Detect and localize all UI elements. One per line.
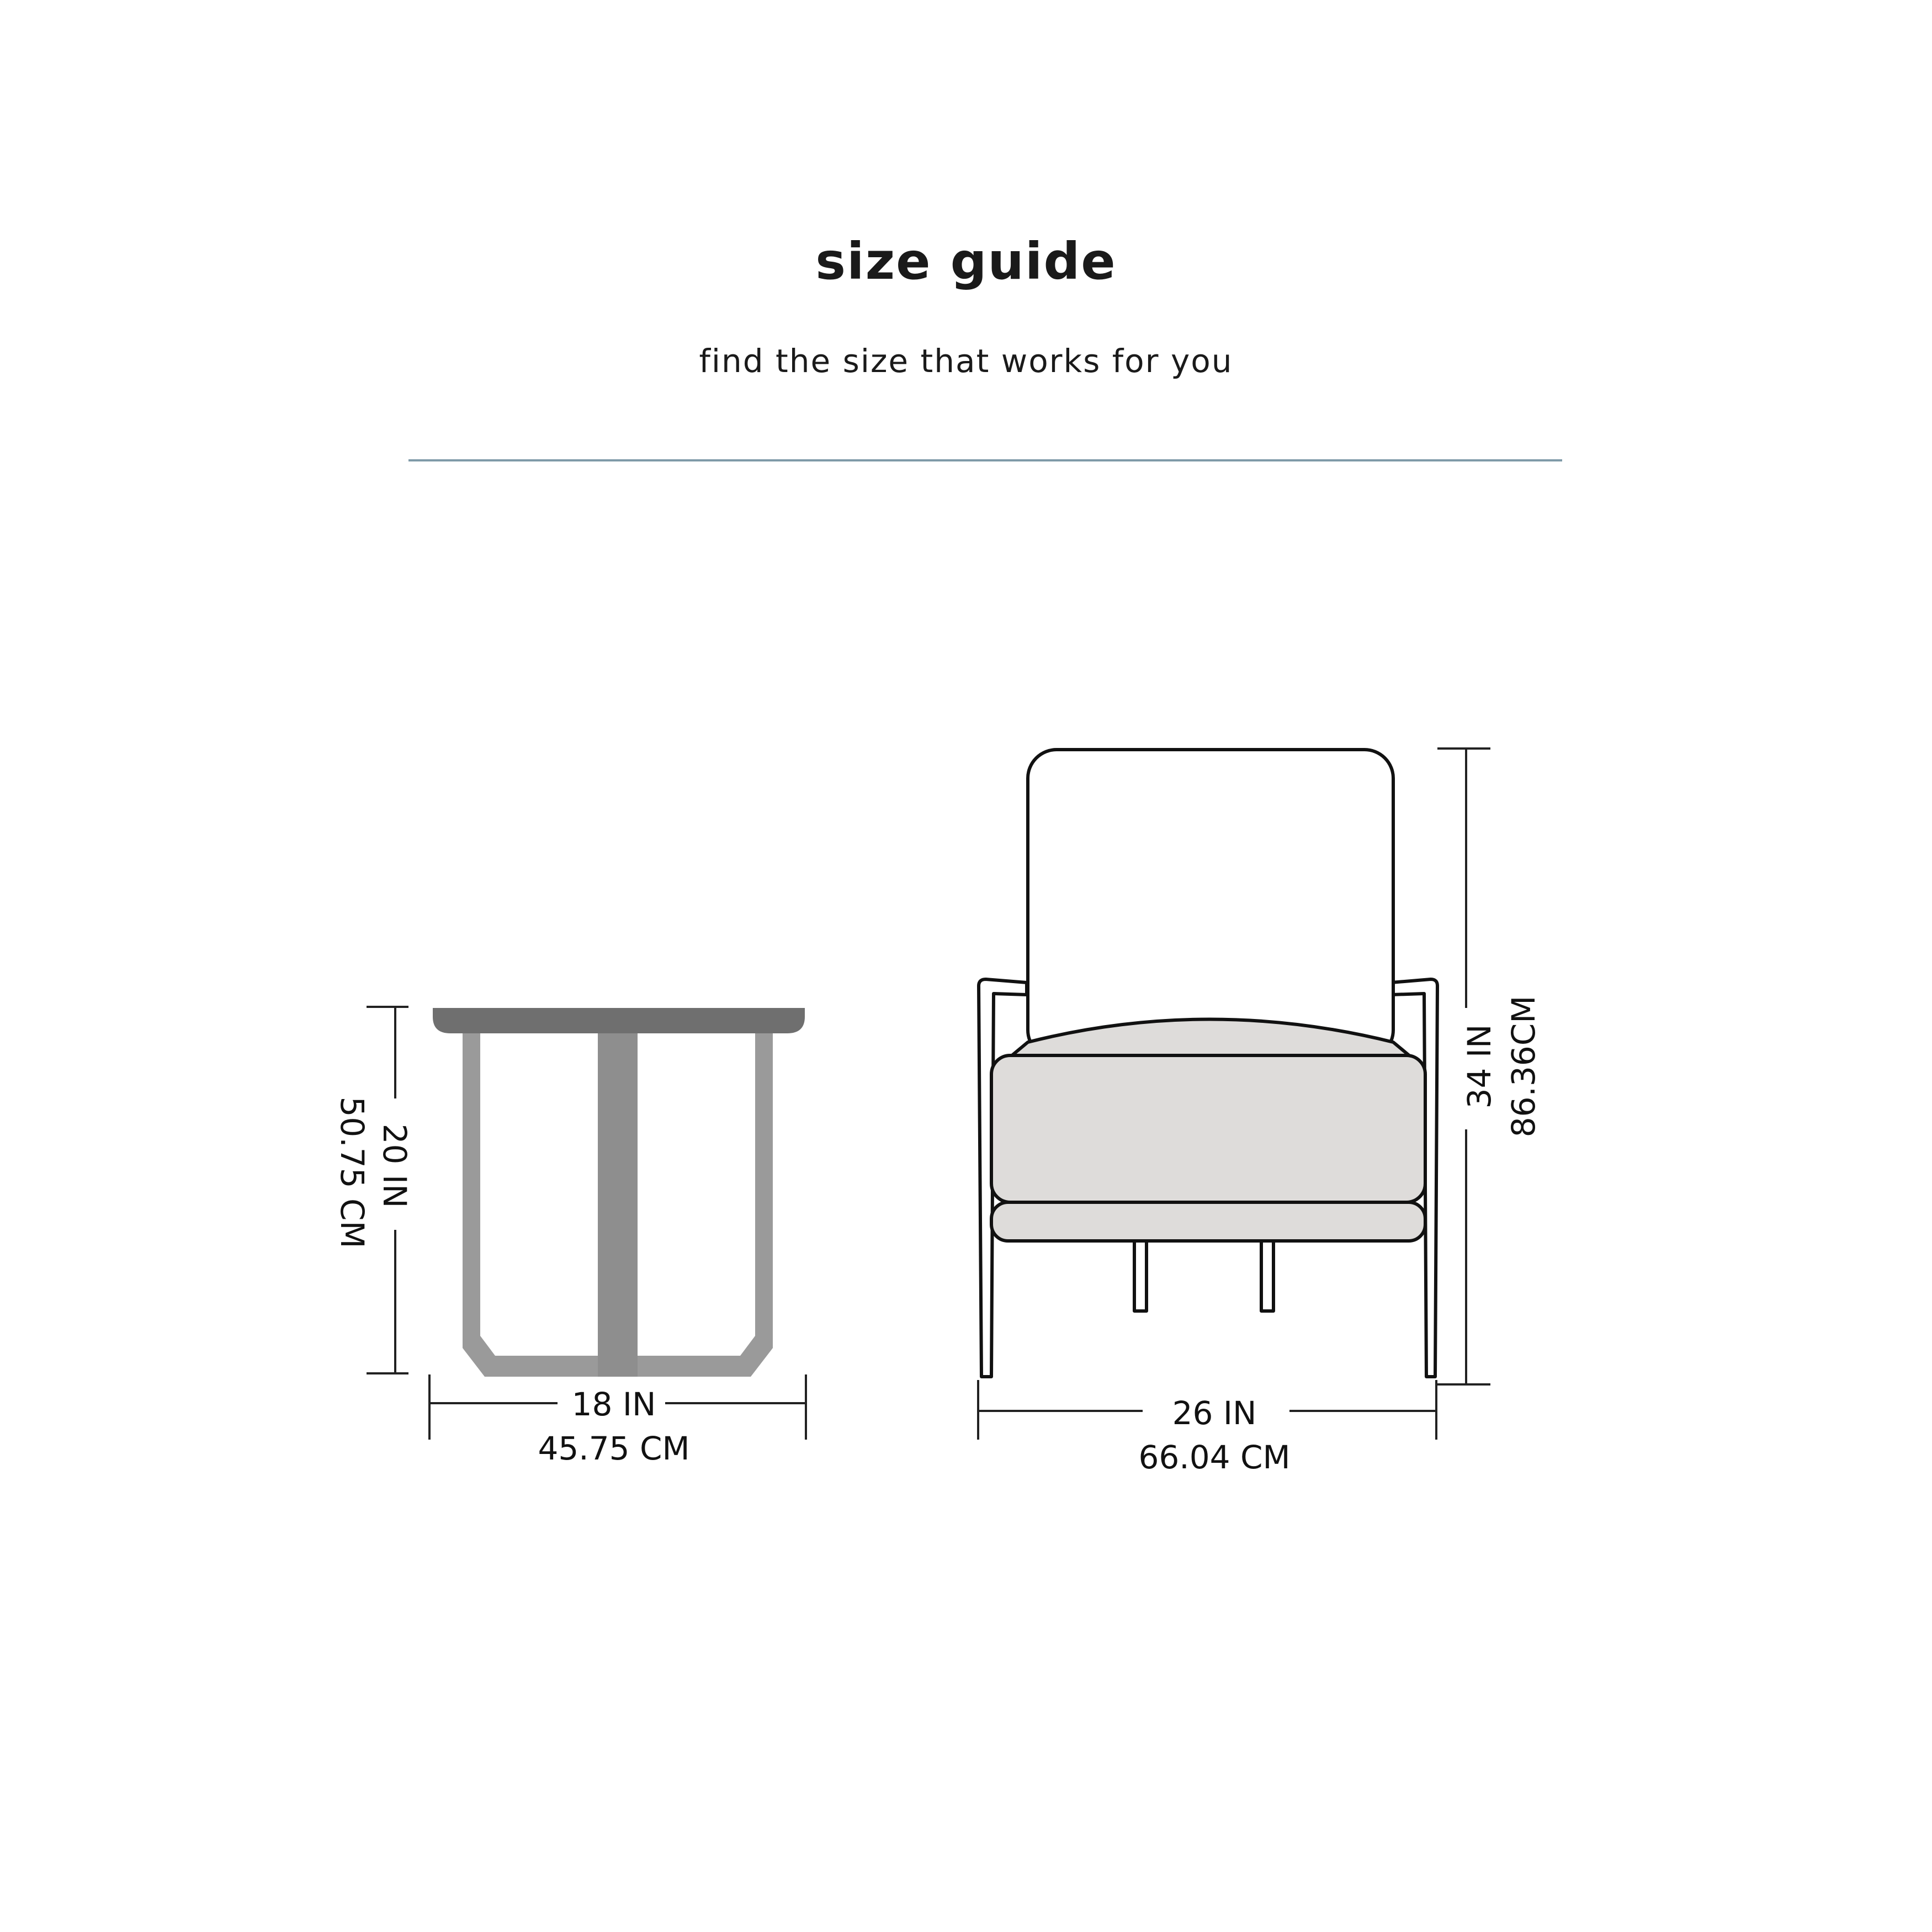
chair-backrest <box>1028 750 1393 1059</box>
chair-seat-cushion <box>991 1055 1425 1202</box>
chair-height-in: 34 IN <box>1461 1024 1498 1109</box>
table-right-leg <box>636 1032 773 1377</box>
table-top <box>433 1008 805 1033</box>
chair-width-cm: 66.04 CM <box>1138 1439 1291 1476</box>
chair-base-cushion <box>991 1202 1425 1241</box>
table-height-in: 20 IN <box>376 1123 413 1208</box>
chair-leg-left <box>1134 1239 1147 1311</box>
armchair-illustration <box>979 750 1437 1377</box>
table-width-in: 18 IN <box>571 1386 656 1423</box>
chair-width-in: 26 IN <box>1172 1394 1257 1432</box>
side-table-illustration <box>433 1008 805 1377</box>
page-title: size guide <box>815 232 1117 291</box>
table-left-leg <box>463 1032 599 1377</box>
chair-height-cm: 86.36CM <box>1505 995 1542 1138</box>
table-width-cm: 45.75 CM <box>538 1430 690 1467</box>
chair-leg-right <box>1261 1239 1273 1311</box>
table-height-cm: 50.75 CM <box>333 1096 371 1249</box>
table-center-post <box>598 1032 638 1377</box>
page-subtitle: find the size that works for you <box>699 342 1233 380</box>
